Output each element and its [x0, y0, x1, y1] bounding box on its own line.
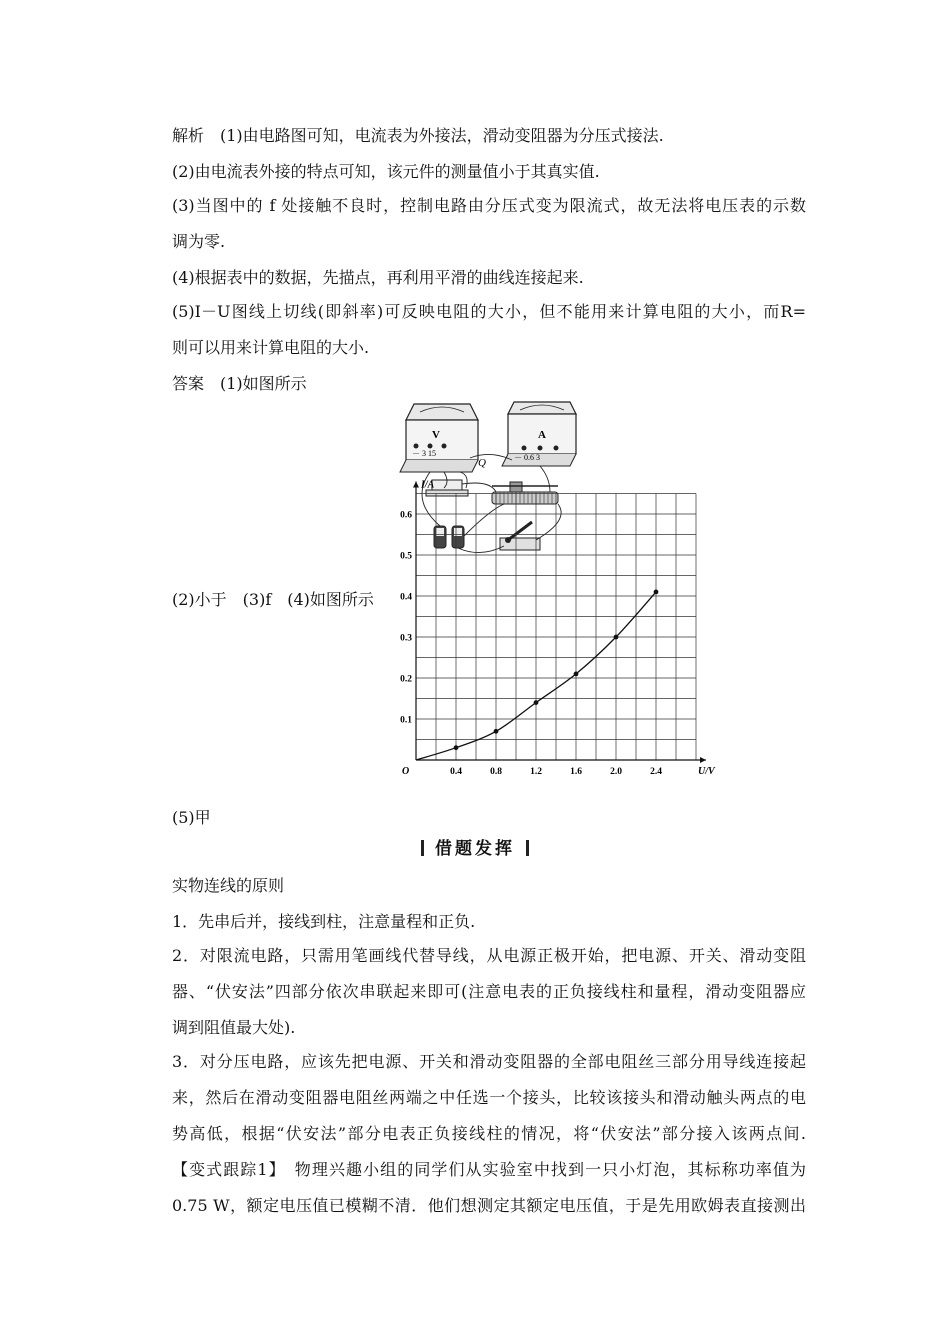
banner-bar-right [526, 840, 529, 856]
analysis-line-1: 解析 (1)由电路图可知，电流表为外接法，滑动变阻器为分压式接法. [172, 126, 664, 145]
section-title: 借题发挥 [435, 839, 515, 859]
ammeter [502, 402, 576, 466]
analysis-line-4: 调为零. [172, 232, 226, 251]
principle-2-line-1: 2．对限流电路，只需用笔画线代替导线，从电源正极开始，把电源、开关、滑动变阻 [172, 946, 806, 965]
answer-line-3: (5)甲 [172, 808, 211, 827]
data-point [574, 672, 579, 677]
ammeter-label: A [538, 429, 546, 441]
x-tick-label: 0.8 [490, 767, 502, 777]
principles-heading: 实物连线的原则 [172, 876, 285, 895]
data-point [654, 590, 659, 595]
y-tick-label: 0.4 [400, 592, 412, 603]
data-point [534, 700, 539, 705]
iu-chart [392, 479, 715, 784]
answer-line-1: 答案 (1)如图所示 [172, 374, 307, 393]
voltmeter-label: V [432, 429, 440, 441]
variant-line-1: 【变式跟踪1】 物理兴趣小组的同学们从实验室中找到一只小灯泡，其标称功率值为 [172, 1160, 806, 1179]
section-banner [0, 834, 950, 859]
y-tick-label: 0.6 [400, 510, 412, 521]
y-tick-label: 0.1 [400, 715, 412, 726]
x-tick-label: 1.6 [570, 767, 582, 777]
analysis-line-7: 则可以用来计算电阻的大小. [172, 338, 370, 357]
variant-line-2: 0.75 W，额定电压值已模糊不清．他们想测定其额定电压值，于是先用欧姆表直接测出 [172, 1196, 806, 1215]
analysis-line-5: (4)根据表中的数据，先描点，再利用平滑的曲线连接起来. [172, 268, 584, 287]
analysis-line-3: (3)当图中的 f 处接触不良时，控制电路由分压式变为限流式，故无法将电压表的示数 [172, 196, 806, 215]
y-tick-label: 0.5 [400, 551, 412, 562]
x-axis-label: U/V [698, 766, 715, 777]
y-tick-label: 0.2 [400, 674, 412, 685]
x-tick-label: 2.0 [610, 767, 622, 777]
origin-label: O [402, 766, 410, 777]
data-point [614, 635, 619, 640]
x-tick-label: 1.2 [530, 767, 542, 777]
principle-2-line-2: 器、“伏安法”四部分依次串联起来即可(注意电表的正负接线柱和量程，滑动变阻器应 [172, 982, 806, 1001]
principle-3-line-1: 3．对分压电路，应该先把电源、开关和滑动变阻器的全部电阻丝三部分用导线连接起 [172, 1052, 806, 1071]
principle-3-line-3: 势高低，根据“伏安法”部分电表正负接线柱的情况，将“伏安法”部分接入该两点间. [172, 1124, 806, 1143]
ammeter-terminals: － 0.6 3 [514, 453, 540, 462]
principle-3-line-2: 来，然后在滑动变阻器电阻丝两端之中任选一个接头，比较该接头和滑动触头两点的电 [172, 1088, 806, 1107]
data-point [494, 729, 499, 734]
principle-1: 1．先串后并，接线到柱，注意量程和正负. [172, 912, 476, 931]
voltmeter-terminals: － 3 15 [412, 449, 436, 458]
x-tick-label: 2.4 [650, 767, 662, 777]
answer-line-2: (2)小于 (3)f (4)如图所示 [172, 590, 374, 609]
voltmeter [400, 404, 478, 472]
analysis-line-6: (5)I－U图线上切线(即斜率)可反映电阻的大小，但不能用来计算电阻的大小，而R= [172, 302, 806, 321]
analysis-line-2: (2)由电流表外接的特点可知，该元件的测量值小于其真实值. [172, 162, 600, 181]
data-point [454, 745, 459, 750]
principle-2-line-3: 调到阻值最大处). [172, 1018, 296, 1037]
y-tick-label: 0.3 [400, 633, 412, 644]
y-axis-label: I/A [421, 479, 435, 491]
x-axis-arrow [700, 757, 706, 763]
x-tick-label: 0.4 [450, 767, 462, 777]
banner-bar-left [421, 840, 424, 856]
point-q-label: Q [478, 457, 486, 469]
